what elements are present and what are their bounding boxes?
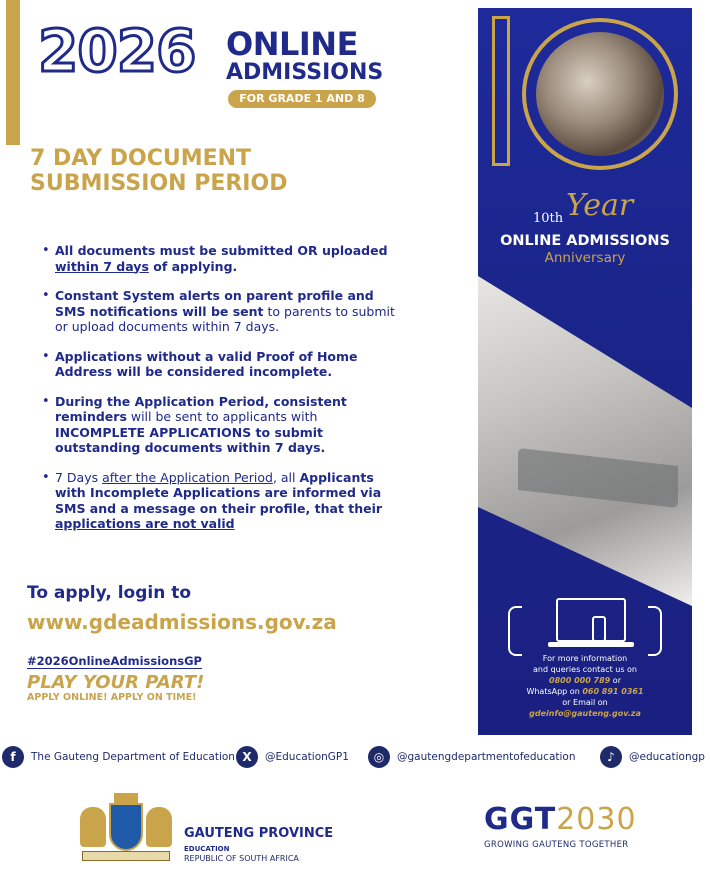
ten-digit-one-outline — [492, 16, 510, 166]
bullet-item — [42, 470, 407, 532]
laptop-icon — [556, 598, 626, 642]
republic-name: REPUBLIC OF SOUTH AFRICA — [184, 854, 299, 863]
laptop-base-icon — [548, 642, 634, 647]
crest-lion-right — [146, 807, 172, 847]
bullet-5-text-e: applications are not valid — [55, 516, 235, 531]
department-name: EDUCATION — [184, 845, 230, 853]
social-instagram[interactable] — [368, 746, 576, 768]
bullet-4-text-c: INCOMPLETE APPLICATIONS to submit outstanding documents within 7 days. — [55, 424, 326, 455]
crest-shield — [109, 803, 143, 851]
apply-url-link[interactable]: www.gdeadmissions.gov.za — [27, 610, 337, 634]
gold-accent-bar — [6, 0, 20, 145]
ggt-tagline: GROWING GAUTENG TOGETHER — [484, 840, 629, 850]
year-title: 2026 — [38, 17, 196, 85]
x-label: @EducationGP1 — [265, 751, 349, 763]
email-label: or Email on — [562, 698, 608, 707]
social-x[interactable] — [236, 746, 349, 768]
tenth-label: 10th — [533, 211, 564, 226]
laptop-typing-photo — [478, 276, 692, 606]
bullet-5-text-d: Applicants with Incomplete Applications are informed via SMS and a message on their profile, that their — [55, 469, 383, 516]
bullet-item — [42, 394, 407, 456]
instagram-label: @gautengdepartmentofeducation — [397, 751, 576, 763]
crest-crown — [114, 793, 138, 803]
bracket-right-icon — [648, 606, 662, 656]
province-name: GAUTENG PROVINCE — [184, 826, 334, 841]
x-icon: X — [236, 746, 258, 768]
social-tiktok[interactable] — [600, 746, 705, 768]
contact-or: or — [610, 676, 621, 685]
bullet-1-text-a: All documents must be submitted OR uploaded — [55, 243, 388, 258]
admissions-label: ADMISSIONS — [226, 60, 384, 85]
headline — [30, 146, 360, 197]
contact-line-2: and queries contact us on — [532, 665, 638, 674]
students-photo — [536, 32, 664, 156]
bullet-5-text-b: after the Application Period — [102, 469, 273, 485]
apply-text: To apply, login to — [27, 583, 192, 603]
whatsapp-label: WhatsApp on — [526, 687, 583, 696]
apply-section — [27, 583, 337, 634]
headline-line-1: 7 DAY DOCUMENT — [30, 146, 252, 171]
year-script-label: Year — [566, 188, 634, 223]
bullet-4-text-a: During the Application Period, consistent reminders — [55, 393, 347, 424]
bullet-item — [42, 243, 407, 274]
online-admissions-title — [226, 25, 384, 85]
info-bullet-list — [42, 243, 407, 546]
contact-info — [478, 653, 692, 719]
bullet-2-text-a: Constant System alerts on parent profile and SMS notifications will be sent — [55, 288, 374, 319]
bullet-3-text-a: Applications without a valid Proof of Home Address will be considered incomplete. — [55, 348, 358, 379]
headline-line-2: SUBMISSION PERIOD — [30, 171, 288, 197]
ggt-label: GGT — [484, 802, 557, 837]
phone-icon — [592, 616, 606, 642]
contact-whatsapp[interactable]: 060 891 0361 — [582, 687, 644, 696]
social-facebook[interactable] — [2, 746, 235, 768]
panel-anniversary: Anniversary — [544, 250, 626, 266]
ggt-year: 2030 — [556, 802, 637, 837]
bracket-left-icon — [508, 606, 522, 656]
bullet-1-text-c: of applying. — [148, 258, 238, 274]
bullet-2-text-b: to parents to submit or upload documents within 7 days. — [55, 303, 395, 334]
bullet-5-text-c: , all — [272, 469, 300, 485]
tiktok-label: @educationgp — [629, 751, 705, 763]
contact-email[interactable]: gdeinfo@gauteng.gov.za — [529, 709, 641, 718]
facebook-icon: f — [2, 746, 24, 768]
bullet-item — [42, 288, 407, 335]
hashtag: #2026OnlineAdmissionsGP — [27, 654, 202, 668]
facebook-label: The Gauteng Department of Education — [31, 751, 235, 763]
bullet-1-text-b: within 7 days — [55, 258, 149, 274]
contact-line-1: For more information — [542, 654, 628, 663]
sub-slogan: APPLY ONLINE! APPLY ON TIME! — [27, 692, 197, 703]
slogan: PLAY YOUR PART! — [27, 672, 205, 693]
devices-icon — [508, 598, 662, 658]
contact-phone[interactable]: 0800 000 789 — [549, 676, 611, 685]
ggt2030-logo — [484, 802, 637, 837]
anniversary-panel — [478, 8, 692, 735]
online-label: ONLINE — [226, 25, 358, 63]
tiktok-icon: ♪ — [600, 746, 622, 768]
crest-scroll — [82, 851, 170, 861]
grade-badge: FOR GRADE 1 AND 8 — [228, 90, 376, 108]
bullet-5-text-a: 7 Days — [55, 469, 103, 485]
panel-online-admissions: ONLINE ADMISSIONS — [500, 233, 670, 249]
bullet-4-text-b: will be sent to applicants with — [126, 409, 318, 424]
bullet-item — [42, 349, 407, 380]
instagram-icon: ◎ — [368, 746, 390, 768]
crest-lion-left — [80, 807, 106, 847]
coat-of-arms-logo — [76, 793, 176, 865]
